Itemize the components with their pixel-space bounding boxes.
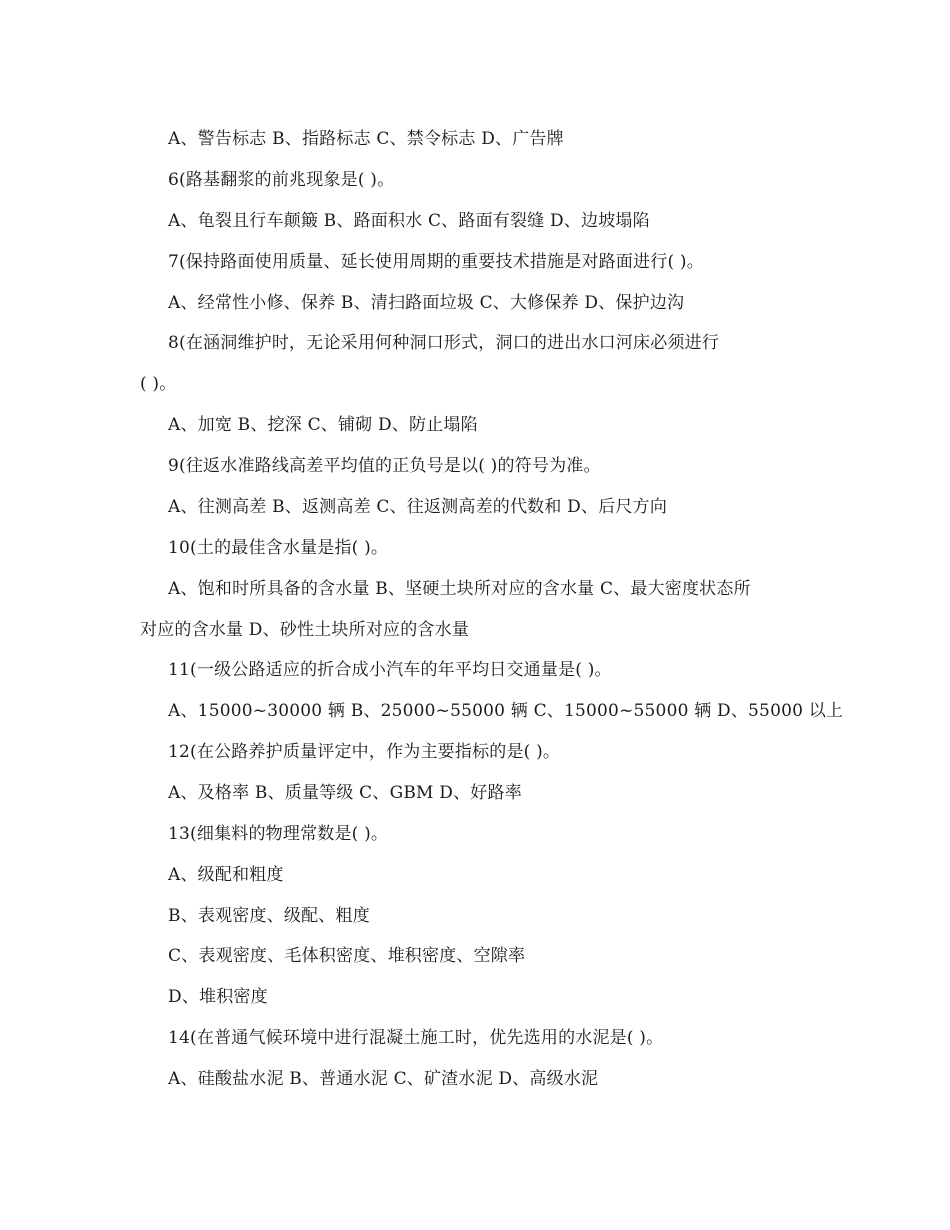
q13-option-a: A、级配和粗度 (168, 865, 284, 885)
q7-question: 7(保持路面使用质量、延长使用周期的重要技术措施是对路面进行( )。 (168, 252, 704, 272)
q10-options-continued: 对应的含水量 D、砂性土块所对应的含水量 (140, 620, 470, 640)
q9-options: A、往测高差 B、返测高差 C、往返测高差的代数和 D、后尺方向 (168, 497, 668, 517)
q14-options: A、硅酸盐水泥 B、普通水泥 C、矿渣水泥 D、高级水泥 (168, 1069, 599, 1089)
q6-question: 6(路基翻浆的前兆现象是( )。 (168, 170, 395, 190)
q8-question-continued: ( )。 (140, 374, 177, 394)
q12-question: 12(在公路养护质量评定中，作为主要指标的是( )。 (168, 742, 561, 762)
q13-option-b: B、表观密度、级配、粗度 (168, 906, 370, 926)
q7-options: A、经常性小修、保养 B、清扫路面垃圾 C、大修保养 D、保护边沟 (168, 293, 685, 313)
q10-options: A、饱和时所具备的含水量 B、坚硬土块所对应的含水量 C、最大密度状态所 (168, 579, 751, 599)
q8-options: A、加宽 B、挖深 C、铺砌 D、防止塌陷 (168, 415, 478, 435)
q11-question: 11(一级公路适应的折合成小汽车的年平均日交通量是( )。 (168, 660, 612, 680)
q8-question: 8(在涵洞维护时，无论采用何种洞口形式，洞口的进出水口河床必须进行 (168, 333, 720, 353)
q6-options: A、龟裂且行车颠簸 B、路面积水 C、路面有裂缝 D、边坡塌陷 (168, 211, 650, 231)
q14-question: 14(在普通气候环境中进行混凝土施工时，优先选用的水泥是( )。 (168, 1028, 664, 1048)
q11-options: A、15000~30000 辆 B、25000~55000 辆 C、15000~55000 辆 D、55000 以上 (168, 701, 844, 721)
q12-options: A、及格率 B、质量等级 C、GBM D、好路率 (168, 783, 522, 803)
q13-option-c: C、表观密度、毛体积密度、堆积密度、空隙率 (168, 946, 526, 966)
q5-options: A、警告标志 B、指路标志 C、禁令标志 D、广告牌 (168, 129, 564, 149)
q10-question: 10(土的最佳含水量是指( )。 (168, 538, 389, 558)
q13-option-d: D、堆积密度 (168, 987, 268, 1007)
q13-question: 13(细集料的物理常数是( )。 (168, 824, 389, 844)
q9-question: 9(往返水准路线高差平均值的正负号是以( )的符号为准。 (168, 456, 601, 476)
